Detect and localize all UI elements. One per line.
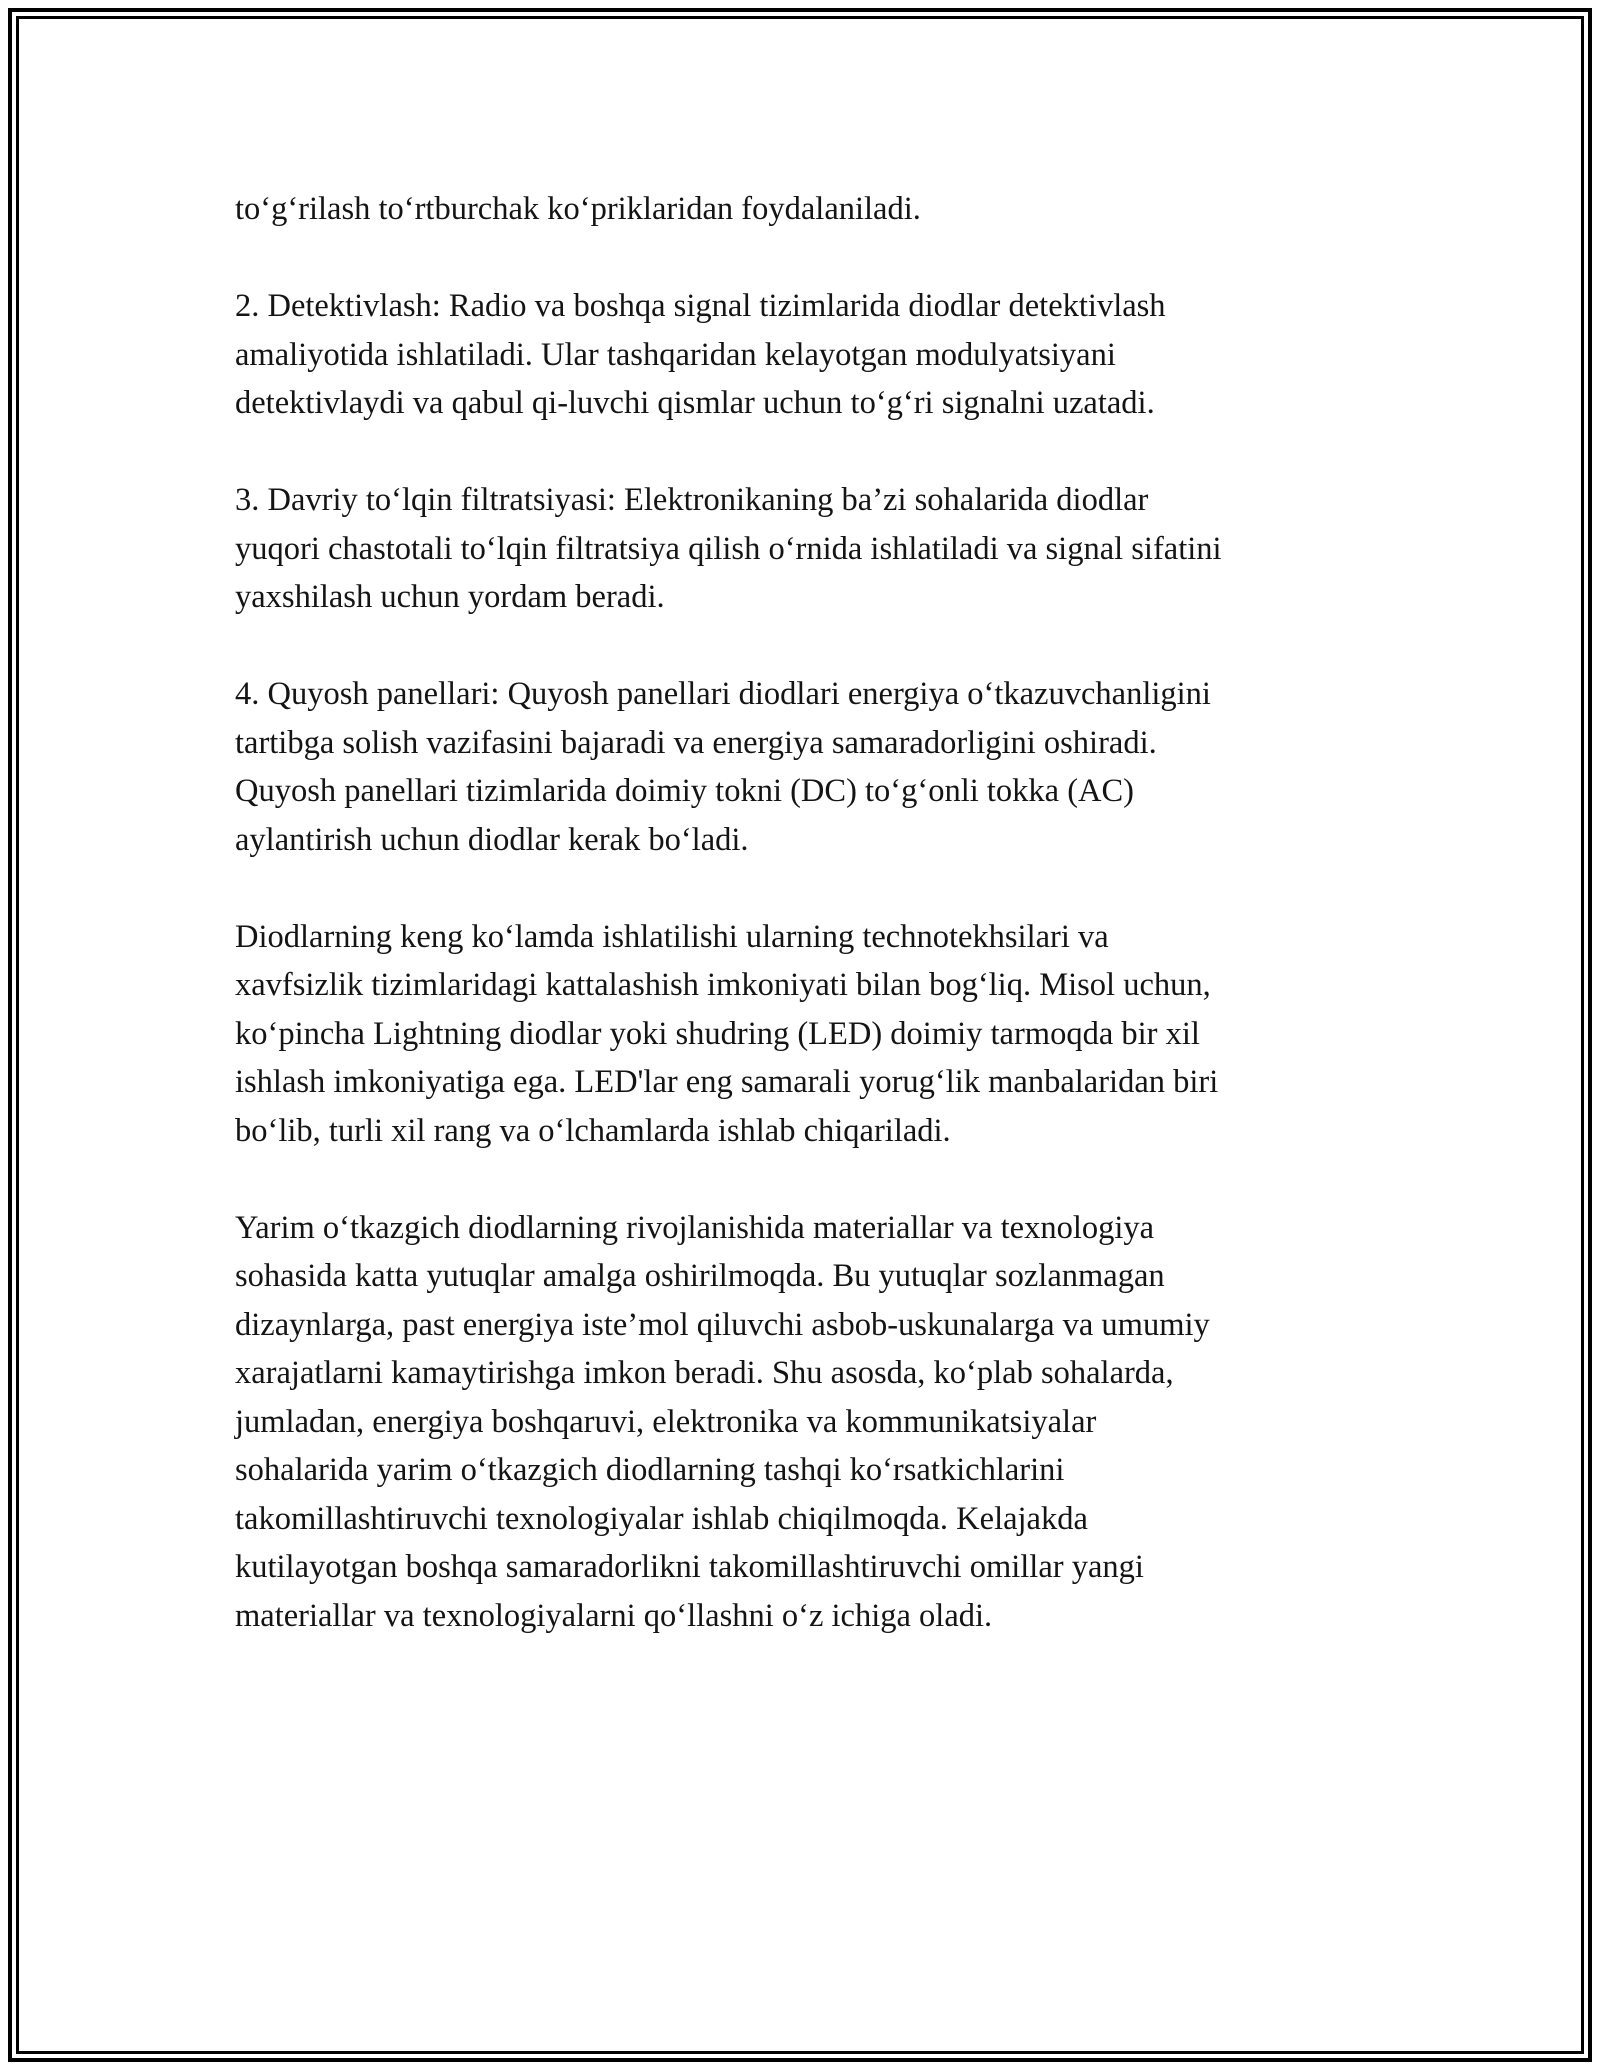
document-body <box>235 185 1375 1689</box>
paragraph-continuation: to‘g‘rilash to‘rtburchak ko‘priklaridan foydalaniladi. <box>235 191 921 227</box>
paragraph-detektivlash: 2. Detektivlash: Radio va boshqa signal tizimlarida diodlar detektivlash amaliyotida ishlatiladi. Ular tashqaridan kelayotgan modulyatsiyani detektivlaydi va qabul qi-luvchi qismlar uchun to‘g‘ri signalni uzatadi. <box>235 288 1166 421</box>
paragraph-quyosh-panellari: 4. Quyosh panellari: Quyosh panellari diodlari energiya o‘tkazuvchanligini tartibga solish vazifasini bajaradi va energiya samaradorligini oshiradi. Quyosh panellari tizimlarida doimiy tokni (DC) to‘g‘onli tokka (AC) aylantirish uchun diodlar kerak bo‘ladi. <box>235 676 1211 858</box>
paragraph-diodlarning-ishlatilishi: Diodlarning keng ko‘lamda ishlatilishi ularning technotekhsilari va xavfsizlik tizimlaridagi kattalashish imkoniyati bilan bog‘liq. Misol uchun, ko‘pincha Lightning diodlar yoki shudring (LED) doimiy tarmoqda bir xil ishlash imkoniyatiga ega. LED'lar eng samarali yorug‘lik manbalaridan biri bo‘lib, turli xil rang va o‘lchamlarda ishlab chiqariladi. <box>235 918 1219 1149</box>
paragraph-davriy-filtratsiya: 3. Davriy to‘lqin filtratsiyasi: Elektronikaning ba’zi sohalarida diodlar yuqori chastotali to‘lqin filtratsiya qilish o‘rnida ishlatiladi va signal sifatini yaxshilash uchun yordam beradi. <box>235 482 1222 615</box>
paragraph-yarim-otkazgich: Yarim o‘tkazgich diodlarning rivojlanishida materiallar va texnologiya sohasida katta yutuqlar amalga oshirilmoqda. Bu yutuqlar sozlanmagan dizaynlarga, past energiya iste’mol qiluvchi asbob-uskunalarga va umumiy xarajatlarni kamaytirishga imkon beradi. Shu asosda, ko‘plab sohalarda, jumladan, energiya boshqaruvi, elektronika va kommunikatsiyalar sohalarida yarim o‘tkazgich diodlarning tashqi ko‘rsatkichlarini takomillashtiruvchi texnologiyalar ishlab chiqilmoqda. Kelajakda kutilayotgan boshqa samaradorlikni takomillashtiruvchi omillar yangi materiallar va texnologiyalarni qo‘llashni o‘z ichiga oladi. <box>235 1209 1210 1634</box>
